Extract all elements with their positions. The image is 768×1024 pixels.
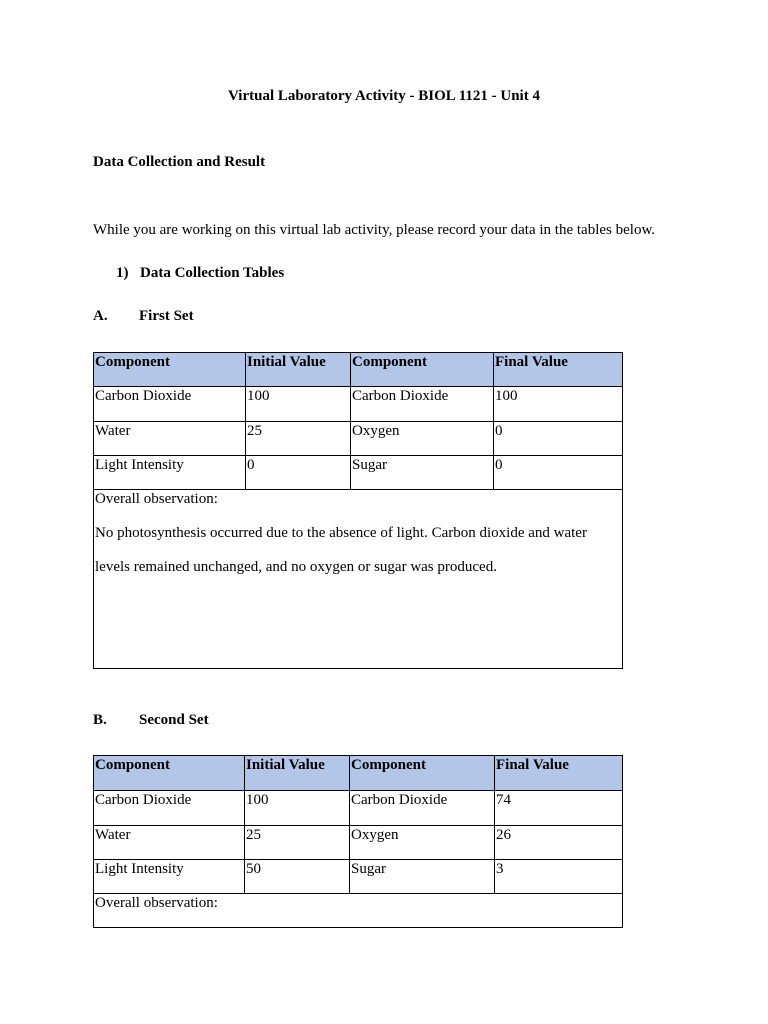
intro-paragraph: While you are working on this virtual lab activity, please record your data in the tables below. (93, 222, 656, 238)
table-cell: 25 (245, 826, 350, 860)
header-cell: Component (94, 353, 246, 387)
header-cell: Component (351, 353, 494, 387)
header-cell: Final Value (495, 756, 623, 791)
observation-label: Overall observation: (95, 491, 218, 507)
set-b-heading (93, 712, 209, 729)
observation-text: No photosynthesis occurred due to the absence of light. Carbon dioxide and water levels remained unchanged, and no oxygen or sugar was produced. (95, 525, 587, 575)
table-cell: Carbon Dioxide (94, 387, 246, 422)
document-title: Virtual Laboratory Activity - BIOL 1121 - Unit 4 (228, 88, 540, 104)
observation-row (94, 490, 623, 669)
header-cell: Initial Value (246, 353, 351, 387)
table-cell: Carbon Dioxide (94, 791, 245, 826)
table-row (94, 456, 623, 490)
table-row (94, 826, 623, 860)
header-cell: Component (350, 756, 495, 791)
header-cell: Final Value (494, 353, 623, 387)
observation-label: Overall observation: (95, 895, 218, 911)
observation-cell (94, 894, 623, 928)
observation-text-block (95, 516, 621, 584)
section-heading: Data Collection and Result (93, 154, 266, 170)
set-a-heading (93, 308, 194, 325)
list-number: 1) (116, 265, 129, 281)
set-name: Second Set (139, 712, 209, 728)
table-cell: Light Intensity (94, 860, 245, 894)
observation-cell (94, 490, 623, 669)
table-cell: 25 (246, 422, 351, 456)
table-cell: Oxygen (350, 826, 495, 860)
table-cell: 100 (245, 791, 350, 826)
table-cell: Oxygen (351, 422, 494, 456)
list-item-data-collection (116, 265, 284, 282)
set-letter: B. (93, 712, 107, 728)
table-header-row (94, 353, 623, 387)
table-cell: 3 (495, 860, 623, 894)
header-cell: Component (94, 756, 245, 791)
table-cell: 0 (494, 422, 623, 456)
table-cell: 50 (245, 860, 350, 894)
table-cell: Water (94, 422, 246, 456)
table-row (94, 791, 623, 826)
table-cell: 74 (495, 791, 623, 826)
first-set-table (93, 352, 623, 669)
table-row (94, 422, 623, 456)
list-label: Data Collection Tables (140, 265, 285, 281)
table-cell: 0 (494, 456, 623, 490)
table-cell: Sugar (351, 456, 494, 490)
table-row (94, 387, 623, 422)
table-cell: 100 (494, 387, 623, 422)
set-letter: A. (93, 308, 108, 324)
header-cell: Initial Value (245, 756, 350, 791)
table-cell: Carbon Dioxide (350, 791, 495, 826)
second-set-table (93, 755, 623, 928)
table-cell: 0 (246, 456, 351, 490)
table-header-row (94, 756, 623, 791)
observation-row (94, 894, 623, 928)
table-cell: 26 (495, 826, 623, 860)
table-cell: 100 (246, 387, 351, 422)
table-row (94, 860, 623, 894)
set-name: First Set (139, 308, 194, 324)
table-cell: Carbon Dioxide (351, 387, 494, 422)
table-cell: Light Intensity (94, 456, 246, 490)
table-cell: Water (94, 826, 245, 860)
table-cell: Sugar (350, 860, 495, 894)
